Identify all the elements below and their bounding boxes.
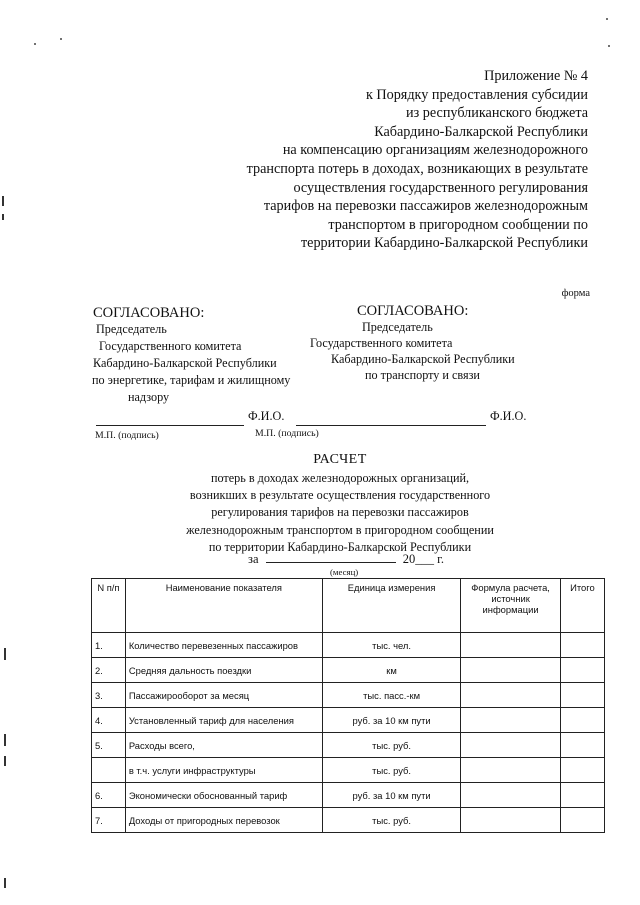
right-approval-heading: СОГЛАСОВАНО:: [357, 303, 469, 319]
row-total: [560, 758, 604, 783]
calculation-line: по территории Кабардино-Балкарской Республики: [208, 539, 472, 554]
left-approval-line: Председатель: [96, 322, 167, 336]
signature-line-right: [296, 425, 486, 426]
scan-mark: [2, 214, 4, 220]
header-num: N п/п: [92, 579, 126, 633]
row-formula: [461, 733, 561, 758]
table-header-row: [92, 579, 605, 633]
appendix-line: на компенсацию организациям железнодорожного: [282, 142, 588, 159]
scan-mark: [4, 756, 6, 766]
calculation-line: железнодорожным транспортом в пригородном сообщении: [186, 522, 494, 537]
row-num: 7.: [92, 808, 126, 833]
mp-signature-right: М.П. (подпись): [255, 428, 319, 439]
scan-mark: [4, 878, 6, 888]
calculation-line: регулирования тарифов на перевозки пассажиров: [211, 505, 469, 520]
row-name: Доходы от пригородных перевозок: [125, 808, 322, 833]
appendix-line: к Порядку предоставления субсидии: [365, 86, 588, 103]
table-row: [92, 708, 605, 733]
month-caption: (месяц): [330, 567, 359, 577]
row-unit: тыс. чел.: [322, 633, 461, 658]
row-unit: км: [322, 658, 461, 683]
calculation-table: [91, 578, 605, 833]
appendix-line: транспорта потерь в доходах, возникающих в результате: [246, 160, 588, 177]
signature-line-left: [96, 425, 244, 426]
scan-mark: [2, 196, 4, 206]
scan-mark: [4, 648, 6, 660]
appendix-line: тарифов на перевозки пассажиров железнодорожным: [263, 198, 588, 215]
header-total: Итого: [560, 579, 604, 633]
appendix-header: [247, 67, 588, 253]
row-name: Расходы всего,: [125, 733, 322, 758]
header-unit: Единица измерения: [322, 579, 461, 633]
calculation-title: РАСЧЕТ: [313, 452, 367, 467]
row-total: [560, 783, 604, 808]
row-total: [560, 708, 604, 733]
row-unit: тыс. руб.: [322, 733, 461, 758]
row-num: 1.: [92, 633, 126, 658]
header-formula: Формула расчета, источник информации: [461, 579, 561, 633]
row-formula: [461, 758, 561, 783]
row-name: Установленный тариф для населения: [125, 708, 322, 733]
row-total: [560, 683, 604, 708]
left-approval-line: по энергетике, тарифам и жилищному: [92, 373, 291, 387]
appendix-line: из республиканского бюджета: [406, 105, 588, 122]
row-formula: [461, 658, 561, 683]
row-formula: [461, 808, 561, 833]
table-row: [92, 808, 605, 833]
fio-label-right: Ф.И.О.: [490, 409, 527, 423]
row-formula: [461, 633, 561, 658]
month-blank: [266, 552, 396, 563]
header-name: Наименование показателя: [125, 579, 322, 633]
table-row: [92, 658, 605, 683]
row-name: Средняя дальность поездки: [125, 658, 322, 683]
calculation-line: потерь в доходах железнодорожных организаций,: [210, 471, 470, 485]
row-formula: [461, 683, 561, 708]
left-approval-heading: СОГЛАСОВАНО:: [93, 305, 205, 321]
appendix-line: транспортом в пригородном сообщении по: [328, 216, 588, 233]
appendix-line: Кабардино-Балкарской Республики: [374, 123, 588, 140]
period-line: [248, 552, 444, 567]
row-unit: тыс. пасс.-км: [322, 683, 461, 708]
appendix-line: территории Кабардино-Балкарской Республики: [300, 235, 588, 252]
row-unit: руб. за 10 км пути: [322, 783, 461, 808]
scan-speck: [606, 18, 608, 20]
row-num: 6.: [92, 783, 126, 808]
right-approval-line: по транспорту и связи: [365, 368, 480, 382]
left-approval-line: надзору: [128, 390, 170, 404]
table-row: [92, 683, 605, 708]
scan-speck: [60, 38, 62, 40]
table-row: [92, 733, 605, 758]
row-unit: тыс. руб.: [322, 808, 461, 833]
row-total: [560, 808, 604, 833]
row-formula: [461, 783, 561, 808]
scan-mark: [4, 734, 6, 746]
row-num: 2.: [92, 658, 126, 683]
row-name: Экономически обоснованный тариф: [125, 783, 322, 808]
mp-signature-left: М.П. (подпись): [95, 430, 159, 441]
row-total: [560, 633, 604, 658]
row-num: [92, 758, 126, 783]
scan-speck: [34, 43, 36, 45]
row-name: в т.ч. услуги инфраструктуры: [125, 758, 322, 783]
left-approval-line: Государственного комитета: [99, 339, 242, 353]
table-row: [92, 783, 605, 808]
right-approval-line: Председатель: [362, 320, 433, 334]
row-total: [560, 733, 604, 758]
period-year: 20___ г.: [402, 552, 444, 566]
scan-speck: [608, 45, 610, 47]
row-unit: тыс. руб.: [322, 758, 461, 783]
table-row: [92, 633, 605, 658]
calculation-line: возникших в результате осуществления государственного: [189, 488, 491, 503]
appendix-line: осуществления государственного регулирования: [293, 179, 588, 196]
form-label: форма: [561, 288, 590, 299]
row-num: 3.: [92, 683, 126, 708]
row-name: Пассажирооборот за месяц: [125, 683, 322, 708]
calculation-description: [0, 470, 640, 556]
row-unit: руб. за 10 км пути: [322, 708, 461, 733]
fio-label-left: Ф.И.О.: [248, 409, 285, 423]
period-prefix: за: [248, 552, 259, 566]
right-approval-line: Государственного комитета: [310, 336, 453, 350]
row-formula: [461, 708, 561, 733]
row-total: [560, 658, 604, 683]
row-num: 5.: [92, 733, 126, 758]
row-num: 4.: [92, 708, 126, 733]
table-row: [92, 758, 605, 783]
left-approval-line: Кабардино-Балкарской Республики: [93, 356, 277, 370]
right-approval-line: Кабардино-Балкарской Республики: [331, 352, 515, 366]
row-name: Количество перевезенных пассажиров: [125, 633, 322, 658]
appendix-title: Приложение № 4: [484, 68, 588, 84]
